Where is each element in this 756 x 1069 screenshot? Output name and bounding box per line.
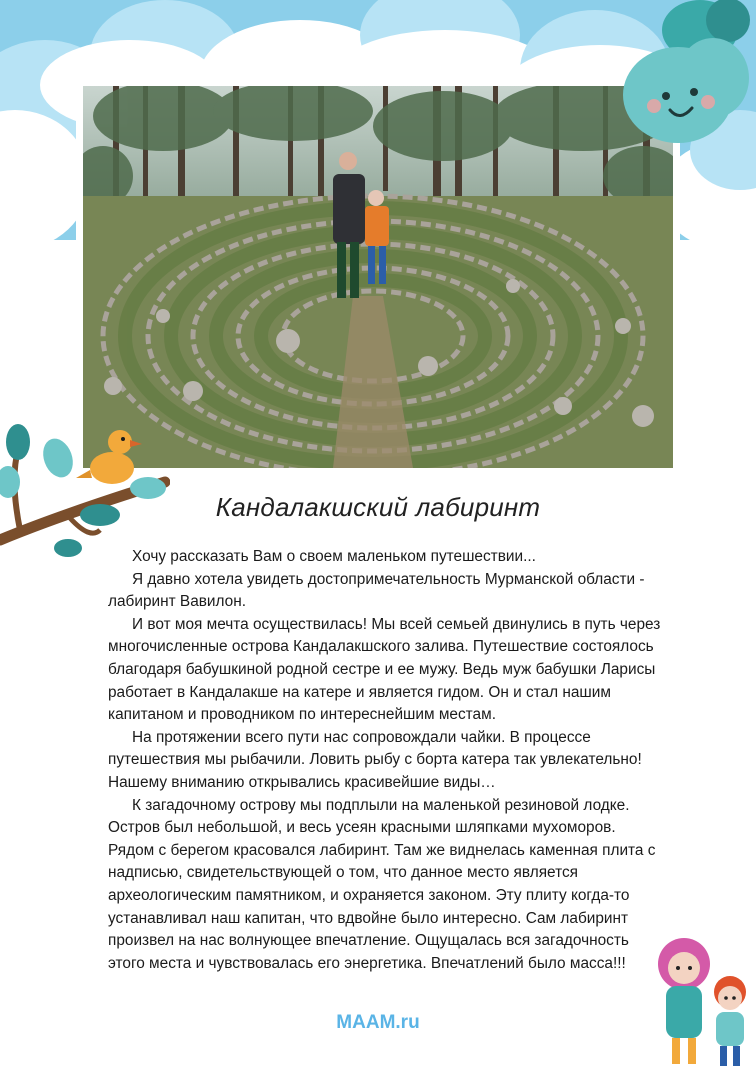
paragraph: Я давно хотела увидеть достопримечательность Мурманской области - лабиринт Вавилон. (108, 570, 645, 611)
labyrinth-photo (83, 86, 673, 468)
story-text (108, 546, 664, 975)
paragraph: И вот моя мечта осуществилась! Мы всей семьей двинулись в путь через многочисленные острова Кандалакшского залива. Путешествие состоялось благодаря бабушкиной родной сестре и ее мужу. Ведь муж бабушки Ларисы работает в Кандалакше на катере и является гидом. Он и стал нашим капитаном и проводником по интереснейшим местам. (108, 615, 661, 724)
paragraph: На протяжении всего пути нас сопровождали чайки. В процессе путешествия мы рыбачили. Ловить рыбу с борта катера так увлекательно! Нашему вниманию открывались красивейшие виды… (108, 728, 642, 791)
children-illustration-icon (648, 930, 756, 1069)
paragraph: К загадочному острову мы подплыли на маленькой резиновой лодке. Остров был небольшой, и весь усеян красными шляпками мухоморов. Рядом с берегом красовался лабиринт. Там же виднелась каменная плита с надписью, свидетельствующей о том, что данное место является археологическим памятником, и охраняется законом. Эту плиту когда-то устанавливал наш капитан, что вдвойне было интересно. Сам лабиринт произвел на нас волнующее впечатление. Ощущалась вся загадочность этого места и чувствовалась его энергетика. Впечатлений было масса!!! (108, 796, 656, 972)
paragraph: Хочу рассказать Вам о своем маленьком путешествии... (132, 548, 536, 565)
cloud-mascot-icon (618, 0, 756, 155)
page-title: Кандалакшский лабиринт (215, 492, 541, 522)
labyrinth-photo-illustration (83, 86, 673, 468)
site-watermark[interactable]: MAAM.ru (336, 1012, 420, 1033)
